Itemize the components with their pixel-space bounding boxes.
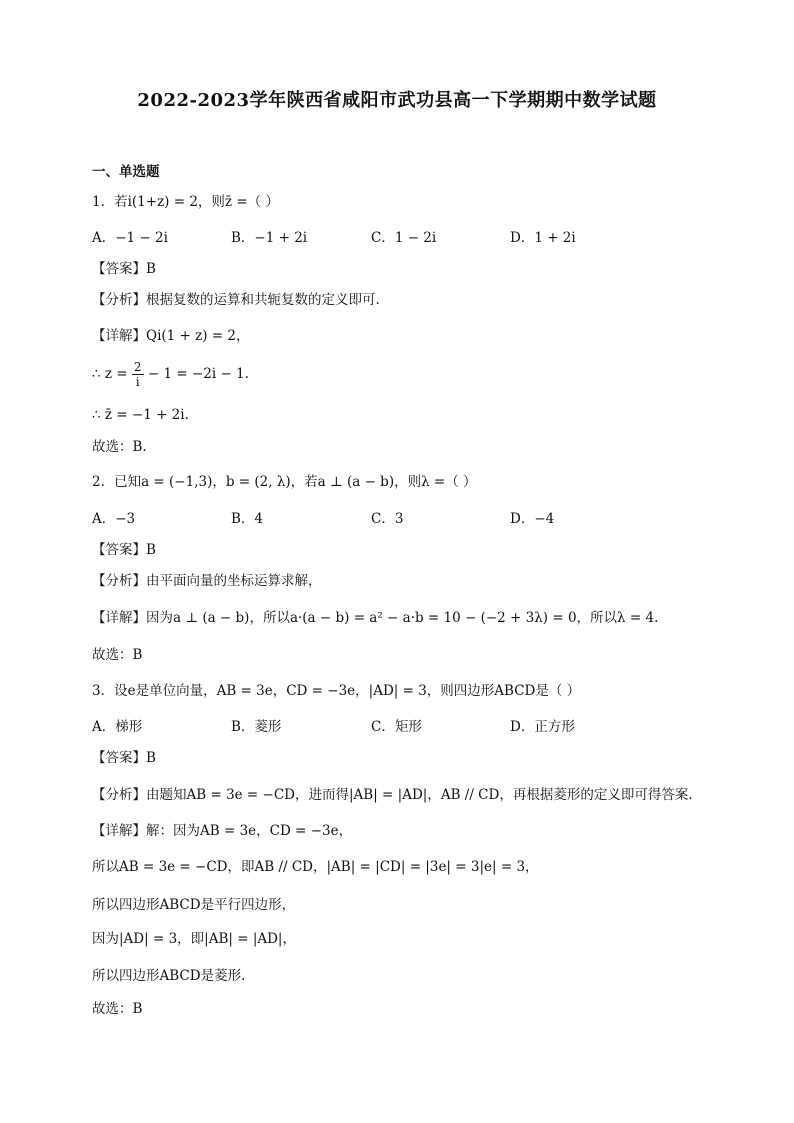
q3-detail-line2: 所以AB = 3e = −CD，即AB // CD，|AB| = |CD| = |3e| = 3|e| = 3， — [92, 859, 539, 875]
section-heading: 一、单选题 — [92, 164, 160, 180]
q3-detail-line5: 所以四边形ABCD是菱形. — [92, 968, 246, 984]
q2-option-b: B．4 — [231, 511, 264, 527]
q3-stem: 3．设e是单位向量，AB = 3e，CD = −3e，|AD| = 3，则四边形ABCD是（ ） — [92, 683, 581, 699]
q2-detail: 【详解】因为a ⊥ (a − b)，所以a·(a − b) = a² − a·b = 10 − (−2 + 3λ) = 0，所以λ = 4. — [92, 610, 659, 626]
q2-analysis: 【分析】由平面向量的坐标运算求解， — [92, 573, 322, 589]
q2-option-d: D．−4 — [510, 511, 555, 527]
q3-answer: 【答案】B — [92, 750, 156, 766]
fraction-numerator: 2 — [133, 360, 142, 374]
q1-detail-line2-prefix: ∴ z = — [92, 366, 128, 382]
q1-answer: 【答案】B — [92, 261, 156, 277]
q2-option-a: A．−3 — [92, 511, 136, 527]
q1-detail-line2 — [92, 360, 249, 389]
q2-answer: 【答案】B — [92, 542, 156, 558]
q1-stem: 1．若i(1+z) = 2，则z̄ =（ ） — [92, 194, 279, 210]
q3-option-c: C．矩形 — [371, 719, 422, 735]
q3-analysis: 【分析】由题知AB = 3e = −CD，进而得|AB| = |AD|，AB // CD，再根据菱形的定义即可得答案. — [92, 787, 693, 803]
q2-option-c: C．3 — [371, 511, 404, 527]
q3-option-d: D．正方形 — [510, 719, 575, 735]
q1-option-a: A．−1 − 2i — [92, 230, 168, 246]
q1-option-d: D．1 + 2i — [510, 230, 576, 246]
q3-choose: 故选：B — [92, 1001, 143, 1017]
q1-option-c: C．1 − 2i — [371, 230, 437, 246]
q3-detail-line1: 【详解】解：因为AB = 3e，CD = −3e， — [92, 823, 353, 839]
q1-detail-line1: 【详解】Qi(1 + z) = 2， — [92, 328, 250, 344]
q3-option-b: B．菱形 — [231, 719, 282, 735]
q1-option-b: B．−1 + 2i — [231, 230, 308, 246]
fraction-denominator: i — [135, 375, 140, 389]
q1-detail-line2-suffix: − 1 = −2i − 1. — [147, 366, 249, 382]
q1-detail-line3: ∴ z̄ = −1 + 2i. — [92, 407, 189, 423]
q1-choose: 故选：B. — [92, 439, 147, 455]
q1-analysis: 【分析】根据复数的运算和共轭复数的定义即可. — [92, 292, 380, 308]
q3-detail-line3: 所以四边形ABCD是平行四边形， — [92, 897, 296, 913]
q2-choose: 故选：B — [92, 647, 143, 663]
q3-detail-line4: 因为|AD| = 3，即|AB| = |AD|， — [92, 931, 296, 947]
fraction — [132, 360, 144, 389]
q3-option-a: A．梯形 — [92, 719, 143, 735]
page-title: 2022-2023学年陕西省咸阳市武功县高一下学期期中数学试题 — [137, 90, 657, 111]
q2-stem: 2．已知a = (−1,3)，b = (2, λ)，若a ⊥ (a − b)，则λ =（ ） — [92, 474, 477, 490]
